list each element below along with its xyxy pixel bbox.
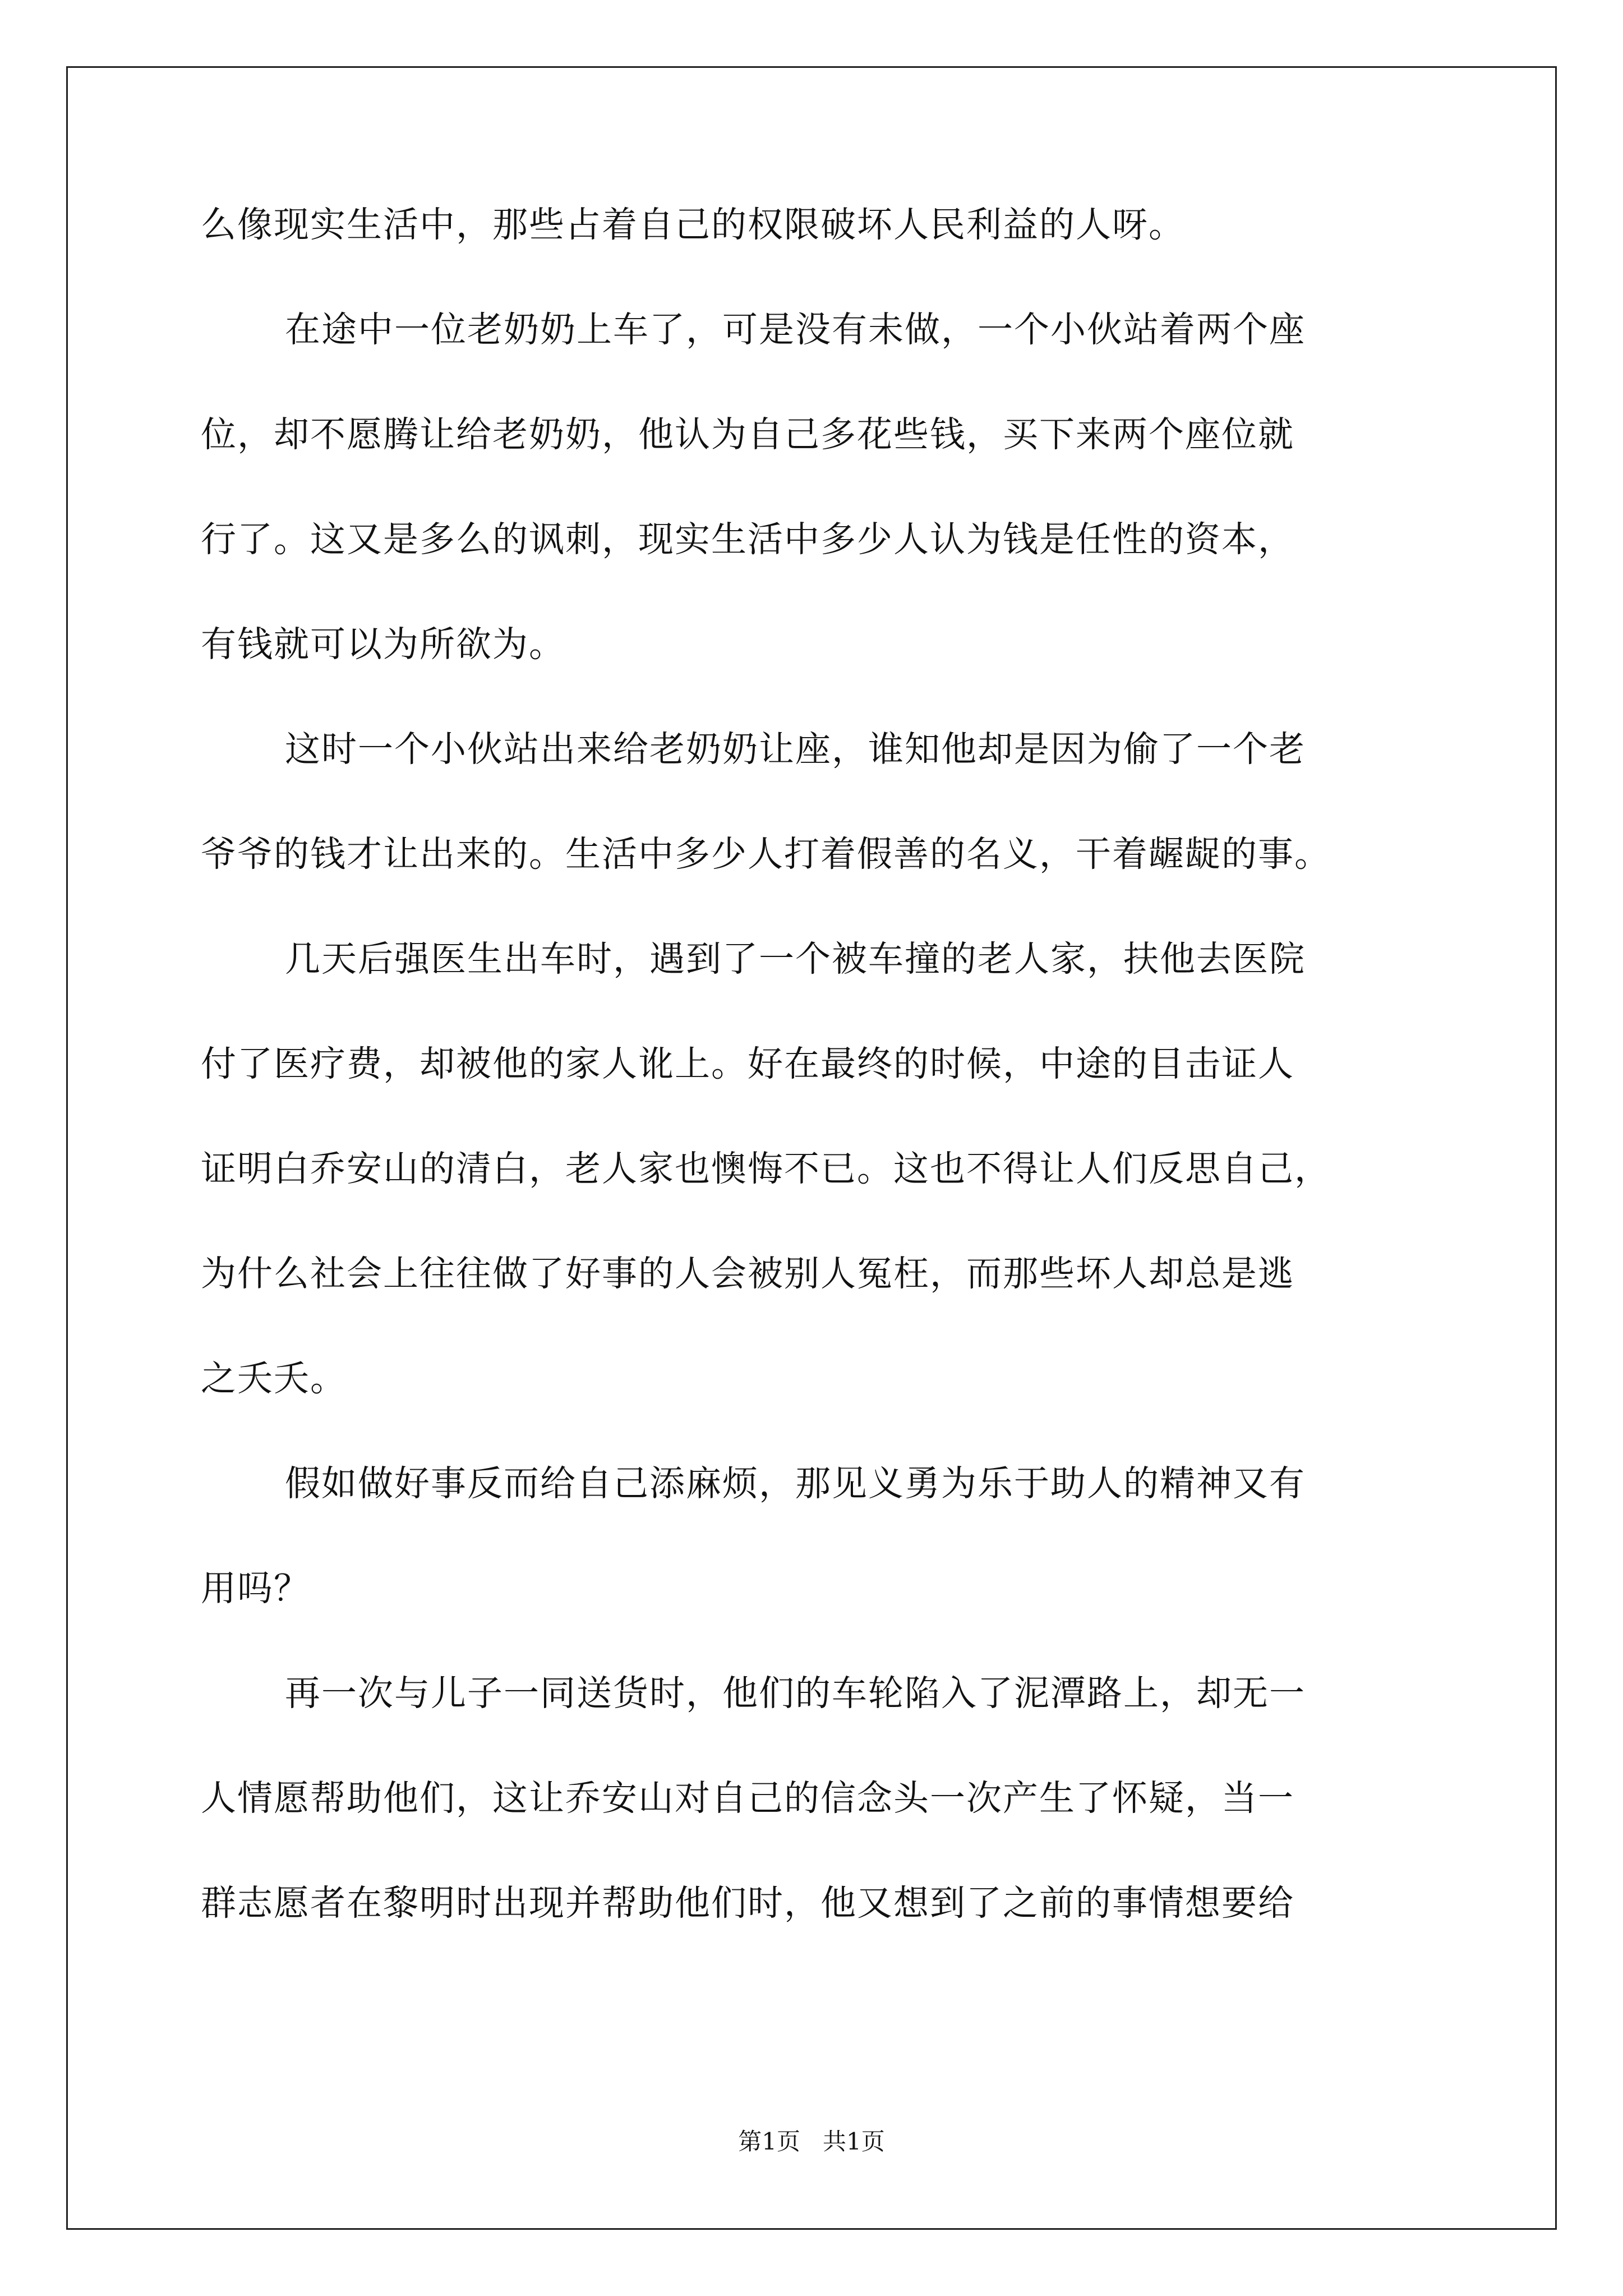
paragraph-first-line: 几天后强医生出车时，遇到了一个被车撞的老人家，扶他去医院	[285, 938, 1306, 979]
text-line: 有钱就可以为所欲为。	[201, 624, 565, 665]
text-line: 人情愿帮助他们，这让乔安山对自己的信念头一次产生了怀疑，当一	[201, 1778, 1294, 1819]
paragraph-first-line: 这时一个小伙站出来给老奶奶让座，谁知他却是因为偷了一个老	[285, 729, 1306, 770]
paragraph-first-line: 在途中一位老奶奶上车了，可是没有未做，一个小伙站着两个座	[285, 309, 1306, 350]
text-line: 证明白乔安山的清白，老人家也懊悔不已。这也不得让人们反思自己，	[201, 1148, 1331, 1189]
text-line: 么像现实生活中，那些占着自己的权限破坏人民利益的人呀。	[201, 204, 1185, 245]
text-line: 用吗？	[201, 1568, 310, 1609]
text-line: 位，却不愿腾让给老奶奶，他认为自己多花些钱，买下来两个座位就	[201, 414, 1294, 455]
document-body	[201, 199, 1435, 1982]
text-line: 行了。这又是多么的讽刺，现实生活中多少人认为钱是任性的资本，	[201, 519, 1294, 560]
text-line: 爷爷的钱才让出来的。生活中多少人打着假善的名义，干着龌龊的事。	[201, 834, 1331, 875]
paragraph-first-line: 再一次与儿子一同送货时，他们的车轮陷入了泥潭路上，却无一	[285, 1673, 1306, 1714]
text-line: 为什么社会上往往做了好事的人会被别人冤枉，而那些坏人却总是逃	[201, 1253, 1294, 1294]
text-line: 群志愿者在黎明时出现并帮助他们时，他又想到了之前的事情想要给	[201, 1883, 1294, 1924]
paragraph-first-line: 假如做好事反而给自己添麻烦，那见义勇为乐于助人的精神又有	[285, 1463, 1306, 1504]
text-line: 之夭夭。	[201, 1358, 347, 1399]
text-line: 付了医疗费，却被他的家人讹上。好在最终的时候，中途的目击证人	[201, 1043, 1294, 1084]
page-footer: 第1页 共1页	[738, 2128, 885, 2155]
